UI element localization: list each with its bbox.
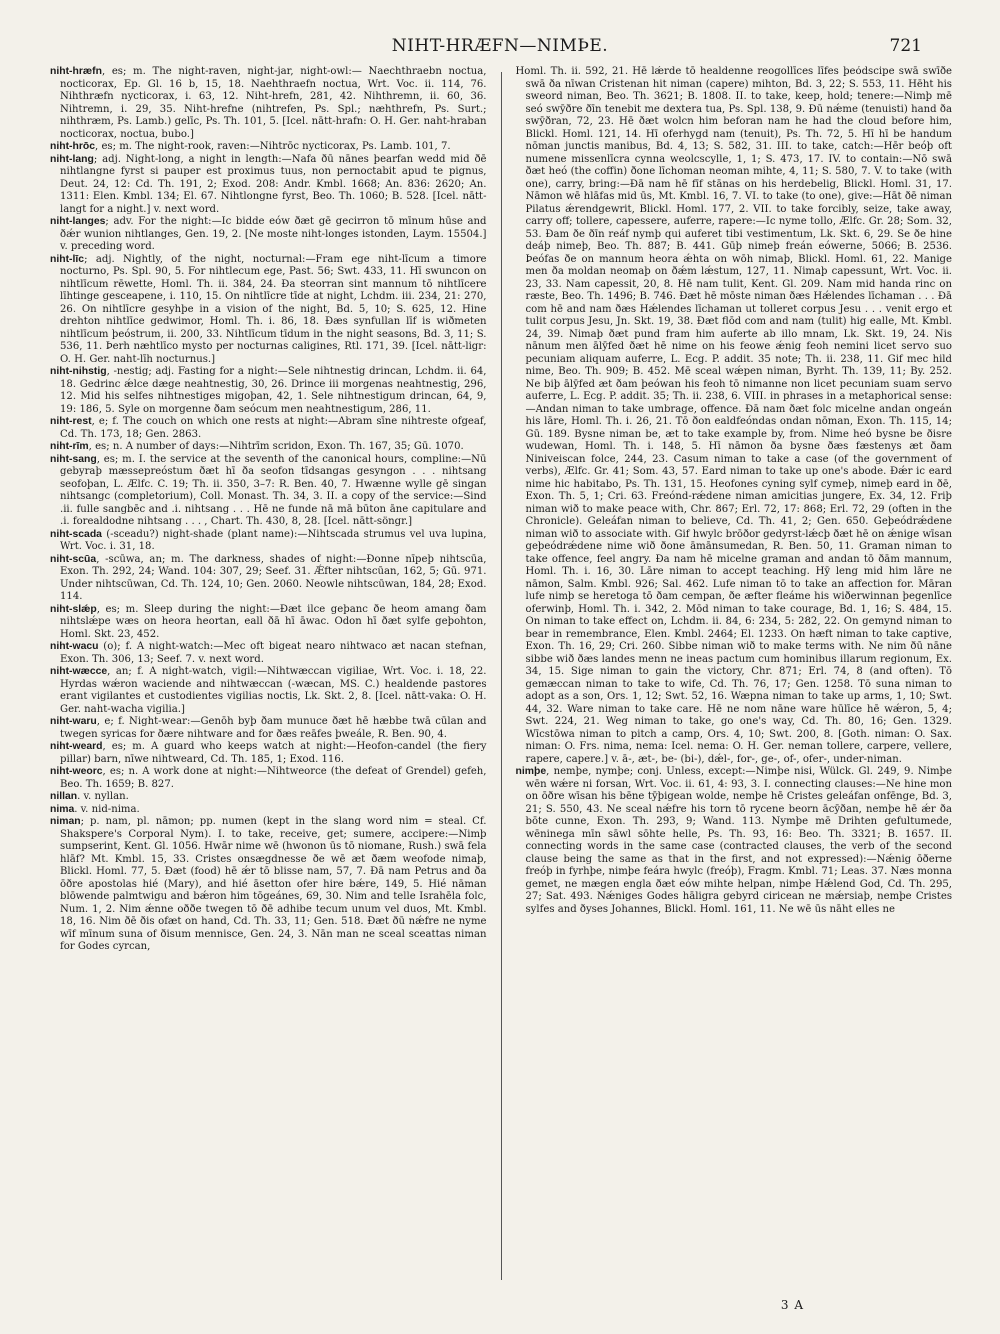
running-head: NIHT-HRÆFN—NIMÞE.: [391, 36, 609, 56]
entry-headword: niht-langes: [50, 216, 106, 227]
entry-headword: niman: [50, 816, 81, 827]
entry-headword: niht-līc: [50, 253, 85, 265]
entry-text: . v. nid-nima.: [74, 803, 140, 815]
text-columns: [50, 66, 952, 1294]
entry-text: , -nestig; adj. Fasting for a night:—Sele nihtnestig drincan, Lchdm. ii. 64, 18. Gedrinc ǽlce dæge neahtnestig, 30, 26. Drince iii morgenas neahtnestig, 296, 12. Mid his selfes nihtnestiges migoþan, 42, 1. Sele nihtnestigum drincan, 64, 9, 19: 186, 5. Syle on morgenne ðam seócum men neahtnestigum, 286, 11.: [60, 366, 487, 415]
dictionary-entry: [50, 216, 487, 254]
entry-text: ; adj. Nightly, of the night, nocturnal:—Fram ege niht-līcum a timore nocturno, Ps. Spl. 90, 5. For nihtlecum ege, Past. 56; Swt. 433, 11. Hī swuncon on nihtlīcum rēwette, Homl. Th. ii. 384, 24. Ða steorran sint mannum tō nihtlīcere līhtinge gesceapene, i. 110, 15. On nihtlīcre tīde at night, Lchdm. iii. 234, 21: 270, 26. On nihtlīcre gesyhþe in a vision of the night, Bd. 5, 10; S. 625, 12. Hine drehton nihtlīce gedwimor, Homl. Th. i. 86, 18. Ðæs synfullan līf is wiðmeten nihtlīcum þeóstrum, ii. 200, 33. Nihtlīcum tīdum in the night seasons, Bd. 3, 11; S. 536, 11. Þerh næhtlīco mysto per nocturnas caligines, Rtl. 171, 39. [Icel. nātt-ligr: O. H. Ger. naht-līh nocturnus.]: [60, 253, 487, 365]
entry-text: , nemþe, nymþe; conj. Unless, except:—Nimþe nisi, Wülck. Gl. 249, 9. Nimþe wēn wǽre ni forsan, Wrt. Voc. ii. 61, 4: 93, 3. I. connecting clauses:—Ne hine mon on ōðre wīsan his bēne tȳþigean wolde, nemþe hē Cristes geleáfan onfēnge, Bd. 3, 21; S. 550, 43. Ne sceal nǽfre his torn tō rycene beorn ācȳðan, nemþe hē ǽr ða bōte cunne, Exon. Th. 293, 9; Wand. 113. Nymþe mē Drihten gefultumede, wēninega mīn sāwl sōhte helle, Ps. Th. 93, 16: Beo. Th. 3321; B. 1657. II. connecting words in the same case (contracted clauses, the verb of the second clause being the same as that in the first, and not expressed):—Nǽnig ōðerne freóþ in fyrhþe, nimþe feára hwylc (freóþ), Fragm. Kmbl. 71; Leas. 37. Næs monna gemet, ne mægen engla ðæt eów mihte helpan, nimþe Hǽlend God, Cd. Th. 295, 27; Sat. 493. Nǽniges Godes hāligra gebyrd ciricean ne mǽrsiaþ, nemþe Cristes sylfes and ðyses Johannes, Blickl. Homl. 161, 11. Ne wē ūs nāht elles ne: [525, 766, 952, 915]
entry-text: , es; m. A guard who keeps watch at night:—Heofon-candel (the fiery pillar) barn, nīwe nihtweard, Cd. Th. 185, 1; Exod. 116.: [60, 741, 487, 765]
entry-headword: niht-lang: [50, 153, 94, 165]
dictionary-entry: [50, 454, 487, 529]
dictionary-entry: [50, 766, 487, 791]
entry-text: , e; f. Night-wear:—Genōh byþ ðam munuce ðæt hē hæbbe twā cūlan and twegen syricas for ðære nihtware and for ðæs reāfes þweále, R. Ben. 90, 4.: [60, 716, 487, 740]
dictionary-entry: [50, 66, 487, 141]
entry-headword: niht-scūa: [50, 553, 97, 565]
entry-text: , -scūwa, an; m. The darkness, shades of night:—Ðonne nīpeþ nihtscūa, Exon. Th. 292, 24; Wand. 104: 307, 29; Seef. 31. Ǽfter nihtscūan, 162, 5; Gū. 971. Under nihtscūwan, Cd. Th. 124, 10; Gen. 2060. Neowle nihtscūwan, 184, 28; Exod. 114.: [60, 553, 487, 602]
dictionary-entry: [50, 366, 487, 416]
entry-text: Homl. Th. ii. 592, 21. Hē lǽrde tō healdenne reogollīces līfes þeódscipe swā swīðe swā ða nīwan Cristenan hit niman (capere) mihton, Bd. 3, 22; S. 553, 11. Hēht his sweord niman, Beo. Th. 3621; B. 1808. II. to take, keep, hold; tenere:—Nimþ mē seó swȳðre ðīn tenebit me dextera tua, Ps. Spl. 138, 9. Ðū nǽme (tenuisti) hand ða swȳðran, 72, 23. Hē ðæt wolcn him beforan nam he had the cloud before him, Blickl. Homl. 121, 14. Hī oferhygd nam (tenuit), Ps. Th. 72, 5. Hī hī be handum nōman junctis manibus, Bd. 4, 13; S. 582, 31. III. to take, catch:—Hēr beóþ oft numene missenlīcra cynna weolcscylle, 1, 1; S. 473, 17. IV. to contain:—Nō swā ðæt heó (the coffin) ðone līchoman neoman mihte, 4, 11; S. 580, 7. V. to take (with one), carry, bring:—Ðā nam hē fīf stānas on his herdebelig, Blickl. Homl. 31, 17. Nāmon wē hlāfas mid ūs, Mt. Kmbl. 16, 7. VI. to take (to one), give:—Hāt ðē niman Pilatus ǽrendgewrit, Blickl. Homl. 177, 2. VII. to take forcibly, seize, take away, carry off; tollere, capessere, auferre, rapere:—Ic nyme tollo, Ælfc. Gr. 28; Som. 32, 53. Ðam ðe ðīn reáf nymþ qui auferet tibi vestimentum, Lk. Skt. 6, 29. Se ðe hine deáþ nimeþ, Beo. Th. 887; B. 441. Gūþ nimeþ freán eówerne, 5066; B. 2536. Þeófas ðe on mannum heora ǽhta on wōh nimaþ, Blickl. Homl. 61, 22. Manige men ða moldan neomaþ on ðǽm lǽstum, 127, 11. Nimaþ capessunt, Wrt. Voc. ii. 23, 33. Nam capessit, 20, 8. Hē nam tulit, Kent. Gl. 209. Nam mid handa rinc on ræste, Beo. Th. 1496; B. 746. Ðæt hē mōste niman ðæs Hǽlendes līchaman . . . Ðā com hē and nam ðæs Hǽlendes līchaman ut tolleret corpus Jesu . . . venit ergo et tulit corpus Jesu, Jn. Skt. 19, 38. Ðæt flōd com and nam (tulit) hig ealle, Mt. Kmbl. 24, 39. Nimaþ ðæt pund fram him auferte ab illo mnam, Lk. Skt. 19, 24. Nis nānum men ālȳfed ðæt hē nime on his feowe ǽnig feoh nemini licet servo suo pecuniam aliquam auferre, L. Ecg. P. addit. 35 note; Th. ii. 238, 11. Gif mec hild nime, Beo. Th. 909; B. 452. Mē sceal wǽpen niman, Byrht. Th. 139, 11; By. 252. Ne biþ ālȳfed æt ðam þeówan his feoh tō nimanne non licet pecuniam suam servo auferre, L. Ecg. P. addit. 35; Th. ii. 238, 6. VIII. in phrases in a metaphorical sense:—Andan niman to take umbrage, offence. Ðā nam ðæt folc micelne andan ongeán his lāre, Homl. Th. i. 26, 21. Tō ðon ealdfeóndas ondan nōman, Exon. Th. 115, 14; Gū. 189. Bysne niman be, æt to take example by, from. Nime heó bysne be ðisre wudewan, Homl. Th. i. 148, 5. Hī nāmon ða bysne ðæs fæstenys æt ðam Niniveiscan folce, 244, 23. Casum niman to take a case (of the government of verbs), Ælfc. Gr. 41; Som. 43, 57. Eard niman to take up one's abode. Ðǽr ic eard nime hic habitabo, Ps. Th. 131, 15. Heofones cyning sylf cymeþ, nimeþ eard in ðē, Exon. Th. 5, 1; Cri. 63. Freónd-rǽdene niman amicitias jungere, Ex. 34, 12. Friþ niman wið to make peace with, Chr. 867; Erl. 72, 17: 868; Erl. 72, 29 (often in the Chronicle). Geleáfan niman to believe, Cd. Th. 41, 2; Gen. 650. Geþeódrǽdene niman wið to associate with. Gif hwylc brōðor gedyrst-lǽcþ ðæt hē on ǽnige wīsan geþeódrǽdene nime wið ðone āmānsumedan, R. Ben. 50, 11. Graman niman to take offence, feel angry. Ða nam hē micelne graman and andan tō ðām mannum, Homl. Th. i. 16, 30. Lāre niman to accept teaching. Hȳ leng mid him lāre ne nāmon, Salm. Kmbl. 926; Sal. 462. Lufe niman tō to take an affection for. Māran lufe nimþ se heretoga tō ðam cempan, ðe æfter fleáme his wiðerwinnan þegenlīce oferwinþ, Homl. Th. i. 342, 2. Mōd niman to take courage, Bd. 1, 16; S. 484, 15. On niman to take effect on, Lchdm. ii. 84, 6: 234, 5: 282, 22. On gemynd niman to bear in remembrance, Elen. Kmbl. 2464; El. 1233. On hæft niman to take captive, Exon. Th. 16, 29; Cri. 260. Sibbe niman wið to make terms with. Ne nim ðū nāne sibbe wið ðæs landes menn ne ineas pactum cum hominibus illarum regionum, Ex. 34, 15. Sige niman to gain the victory, Chr. 871; Erl. 74, 8 (and often). Tō gemæccan niman to take to wife, Cd. Th. 76, 17; Gen. 1258. Tō suna niman to adopt as a son, Ors. 1, 12; Swt. 52, 16. Wæpna niman to take up arms, 1, 10; Swt. 44, 32. Ware niman to take care. Hē ne nom nāne ware hūlīce hē wǽron, 5, 4; Swt. 224, 21. Weg niman to take, go one's way, Cd. Th. 80, 16; Gen. 1329. Wīcstōwa niman to pitch a camp, Ors. 4, 10; Swt. 200, 8. [Goth. niman: O. Sax. niman: O. Frs. nima, nema: Icel. nema: O. H. Ger. neman tollere, carpere, vellere, rapere, capere.] v. ā-, æt-, be- (bi-), dǽl-, for-, ge-, of-, ofer-, under-niman.: [515, 66, 952, 765]
dictionary-entry: [50, 416, 487, 441]
entry-headword: niht-rest: [50, 416, 92, 427]
entry-headword: niht-scada: [50, 528, 102, 540]
dictionary-entry: [50, 791, 487, 804]
entry-headword: niht-hrōc: [50, 141, 96, 152]
entry-headword: nillan: [50, 791, 78, 802]
dictionary-entry: [516, 66, 953, 766]
entry-headword: niht-hræfn: [50, 66, 102, 77]
entry-text: . v. nyllan.: [77, 791, 129, 802]
dictionary-entry: [50, 529, 487, 554]
dictionary-entry: [50, 716, 487, 741]
dictionary-entry: [50, 254, 487, 367]
left-column: [50, 66, 487, 1294]
entry-headword: niht-rīm: [50, 441, 89, 452]
entry-headword: nima: [50, 803, 75, 815]
entry-headword: niht-waru: [50, 716, 97, 727]
dictionary-entry: [50, 604, 487, 642]
entry-text: , es; m. Sleep during the night:—Ðæt ilce geþanc ðe heom amang ðam nihtslǽpe wæs on heora heortan, eall ðā hī āwac. Odon hī ðæt sylfe geþohton, Homl. Skt. 23, 452.: [60, 603, 487, 640]
entry-text: ; p. nam, pl. nāmon; pp. numen (kept in the slang word nim = steal. Cf. Shakspere's Corporal Nym). I. to take, receive, get; sumere, accipere:—Nimþ sumpserint, Kent. Gl. 1056. Hwār nime wē (hwonon ūs tō niomane, Rush.) swā fela hlāf? Mt. Kmbl. 15, 33. Cristes onsægdnesse ðe wē æt ðæm weofode nimaþ, Blickl. Homl. 77, 5. Ðæt (food) hē ǽr tō blisse nam, 57, 7. Ðā nam Petrus and ða ōðre apostolas hié (Mary), and hié āsetton ofer hire bǽre, 149, 5. Hié nāman blōwende palmtwigu and bǽron him tōgeánes, 69, 30. Nim and telle Israhēla folc, Num. 1, 2. Nim ǽnne oððe twegen tō ðē adhibe tecum unum vel duos, Mt. Kmbl. 18, 16. Nim ðē ðis ofæt on hand, Cd. Th. 33, 11; Gen. 518. Ðæt ðū nǽfre ne nyme wīf mīnum suna of ðisum mennisce, Gen. 24, 3. Nān man ne sceal sceattas niman for Godes cyrcan,: [60, 816, 487, 952]
entry-text: , an; f. A night-watch, vigil:—Nihtwæccan vigiliae, Wrt. Voc. i. 18, 22. Hyrdas wǽron waciende and nihtwæccan (-wæcan, MS. C.) healdende pastores erant vigilantes et custodientes vigilias noctis, Lk. Skt. 2, 8. [Icel. nātt-vaka: O. H. Ger. naht-wacha vigilia.]: [60, 666, 487, 715]
entry-headword: niht-sang: [50, 453, 97, 465]
entry-text: , es; m. The night-raven, night-jar, night-owl:— Naechthraebn noctua, nocticorax, Ep. Gl. 16 b, 15, 18. Naehthraefn noctua, Wrt. Voc. ii. 114, 76. Nihthræfn nycticorax, i. 63, 12. Niht-hrefn, 281, 42. Nihthremn, ii. 60, 36. Nihtremn, i. 29, 35. Niht-hrefne (nihtrefen, Ps. Spl.; næhthrefn, Ps. Surt.; nihthræm, Ps. Lamb.) gelīc, Ps. Th. 101, 5. [Icel. nātt-hrafn: O. H. Ger. naht-hraban nocticorax, noctua, bubo.]: [60, 66, 487, 140]
dictionary-entry: [50, 141, 487, 154]
entry-headword: nimþe: [515, 766, 547, 777]
entry-headword: niht-weorc: [50, 766, 103, 777]
dictionary-entry: [50, 816, 487, 954]
signature-mark: 3 A: [780, 1298, 804, 1312]
entry-headword: niht-wacu: [50, 641, 99, 652]
entry-text: , es; m. The night-rook, raven:—Nihtrōc nycticorax, Ps. Lamb. 101, 7.: [95, 141, 451, 152]
entry-text: , es; n. A number of days:—Nihtrīm scridon, Exon. Th. 167, 35; Gū. 1070.: [88, 441, 464, 452]
entry-headword: niht-wæcce: [50, 666, 108, 677]
entry-text: , es; n. A work done at night:—Nihtweorce (the defeat of Grendel) gefeh, Beo. Th. 1659; B. 827.: [60, 766, 487, 790]
dictionary-entry: [50, 641, 487, 666]
right-column: [516, 66, 953, 1294]
entry-headword: niht-slǽp: [50, 603, 97, 615]
dictionary-entry: [50, 804, 487, 817]
entry-headword: niht-weard: [50, 741, 103, 752]
entry-text: (-sceadu?) night-shade (plant name):—Nihtscada strumus vel uva lupina, Wrt. Voc. i. 31, 18.: [60, 528, 487, 552]
page-header: [0, 32, 1000, 62]
column-divider: [501, 72, 502, 1280]
dictionary-entry: [50, 741, 487, 766]
dictionary-entry: [50, 154, 487, 217]
entry-text: ; adv. For the night:—Ic bidde eów ðæt gē gecirron tō mīnum hūse and ðǽr wunion nihtlanges, Gen. 19, 2. [Ne moste niht-longes istonden, Laym. 15504.] v. preceding word.: [60, 216, 487, 252]
dictionary-entry: [50, 441, 487, 454]
entry-text: (o); f. A night-watch:—Mec oft bigeat nearo nihtwaco æt nacan stefnan, Exon. Th. 306, 13; Seef. 7. v. next word.: [60, 641, 487, 665]
entry-text: ; adj. Night-long, a night in length:—Nafa ðū nānes þearfan wedd mid ðē nihtlangne fyrst si pauper est proximus tuus, non pernoctabit apud te pignus, Deut. 24, 12: Cd. Th. 191, 2; Exod. 208: Andr. Kmbl. 1668; An. 836: 2620; An. 1311: Elen. Kmbl. 134; El. 67. Nihtlongne fyrst, Beo. Th. 1060; B. 528. [Icel. nātt-langt for a night.] v. next word.: [60, 153, 487, 215]
dictionary-entry: [50, 666, 487, 716]
dictionary-entry: [516, 766, 953, 916]
entry-headword: niht-nihstig: [50, 366, 107, 377]
page-number: 721: [889, 36, 922, 56]
entry-text: , es; m. I. the service at the seventh of the canonical hours, compline:—Nū gebyraþ mæssepreóstum ðæt hī ða seofon tīdsangas gesyngon . . . nihtsang seofoþan, L. Ælfc. C. 19; Th. ii. 350, 3–7: R. Ben. 40, 7. Hwænne wylle gē singan nihtsangc (completorium), Coll. Monast. Th. 34, 3. II. a copy of the service:—Sind .ii. fulle sangbēc and .i. nihtsang . . . Hē ne funde nā mā būton āne capitulare and .i. forealdodne nihtsang . . . , Chart. Th. 430, 8, 28. [Icel. nātt-söngr.]: [60, 453, 487, 527]
dictionary-entry: [50, 554, 487, 604]
entry-text: , e; f. The couch on which one rests at night:—Abram sīne nihtreste ofgeaf, Cd. Th. 173, 18; Gen. 2863.: [60, 416, 487, 440]
